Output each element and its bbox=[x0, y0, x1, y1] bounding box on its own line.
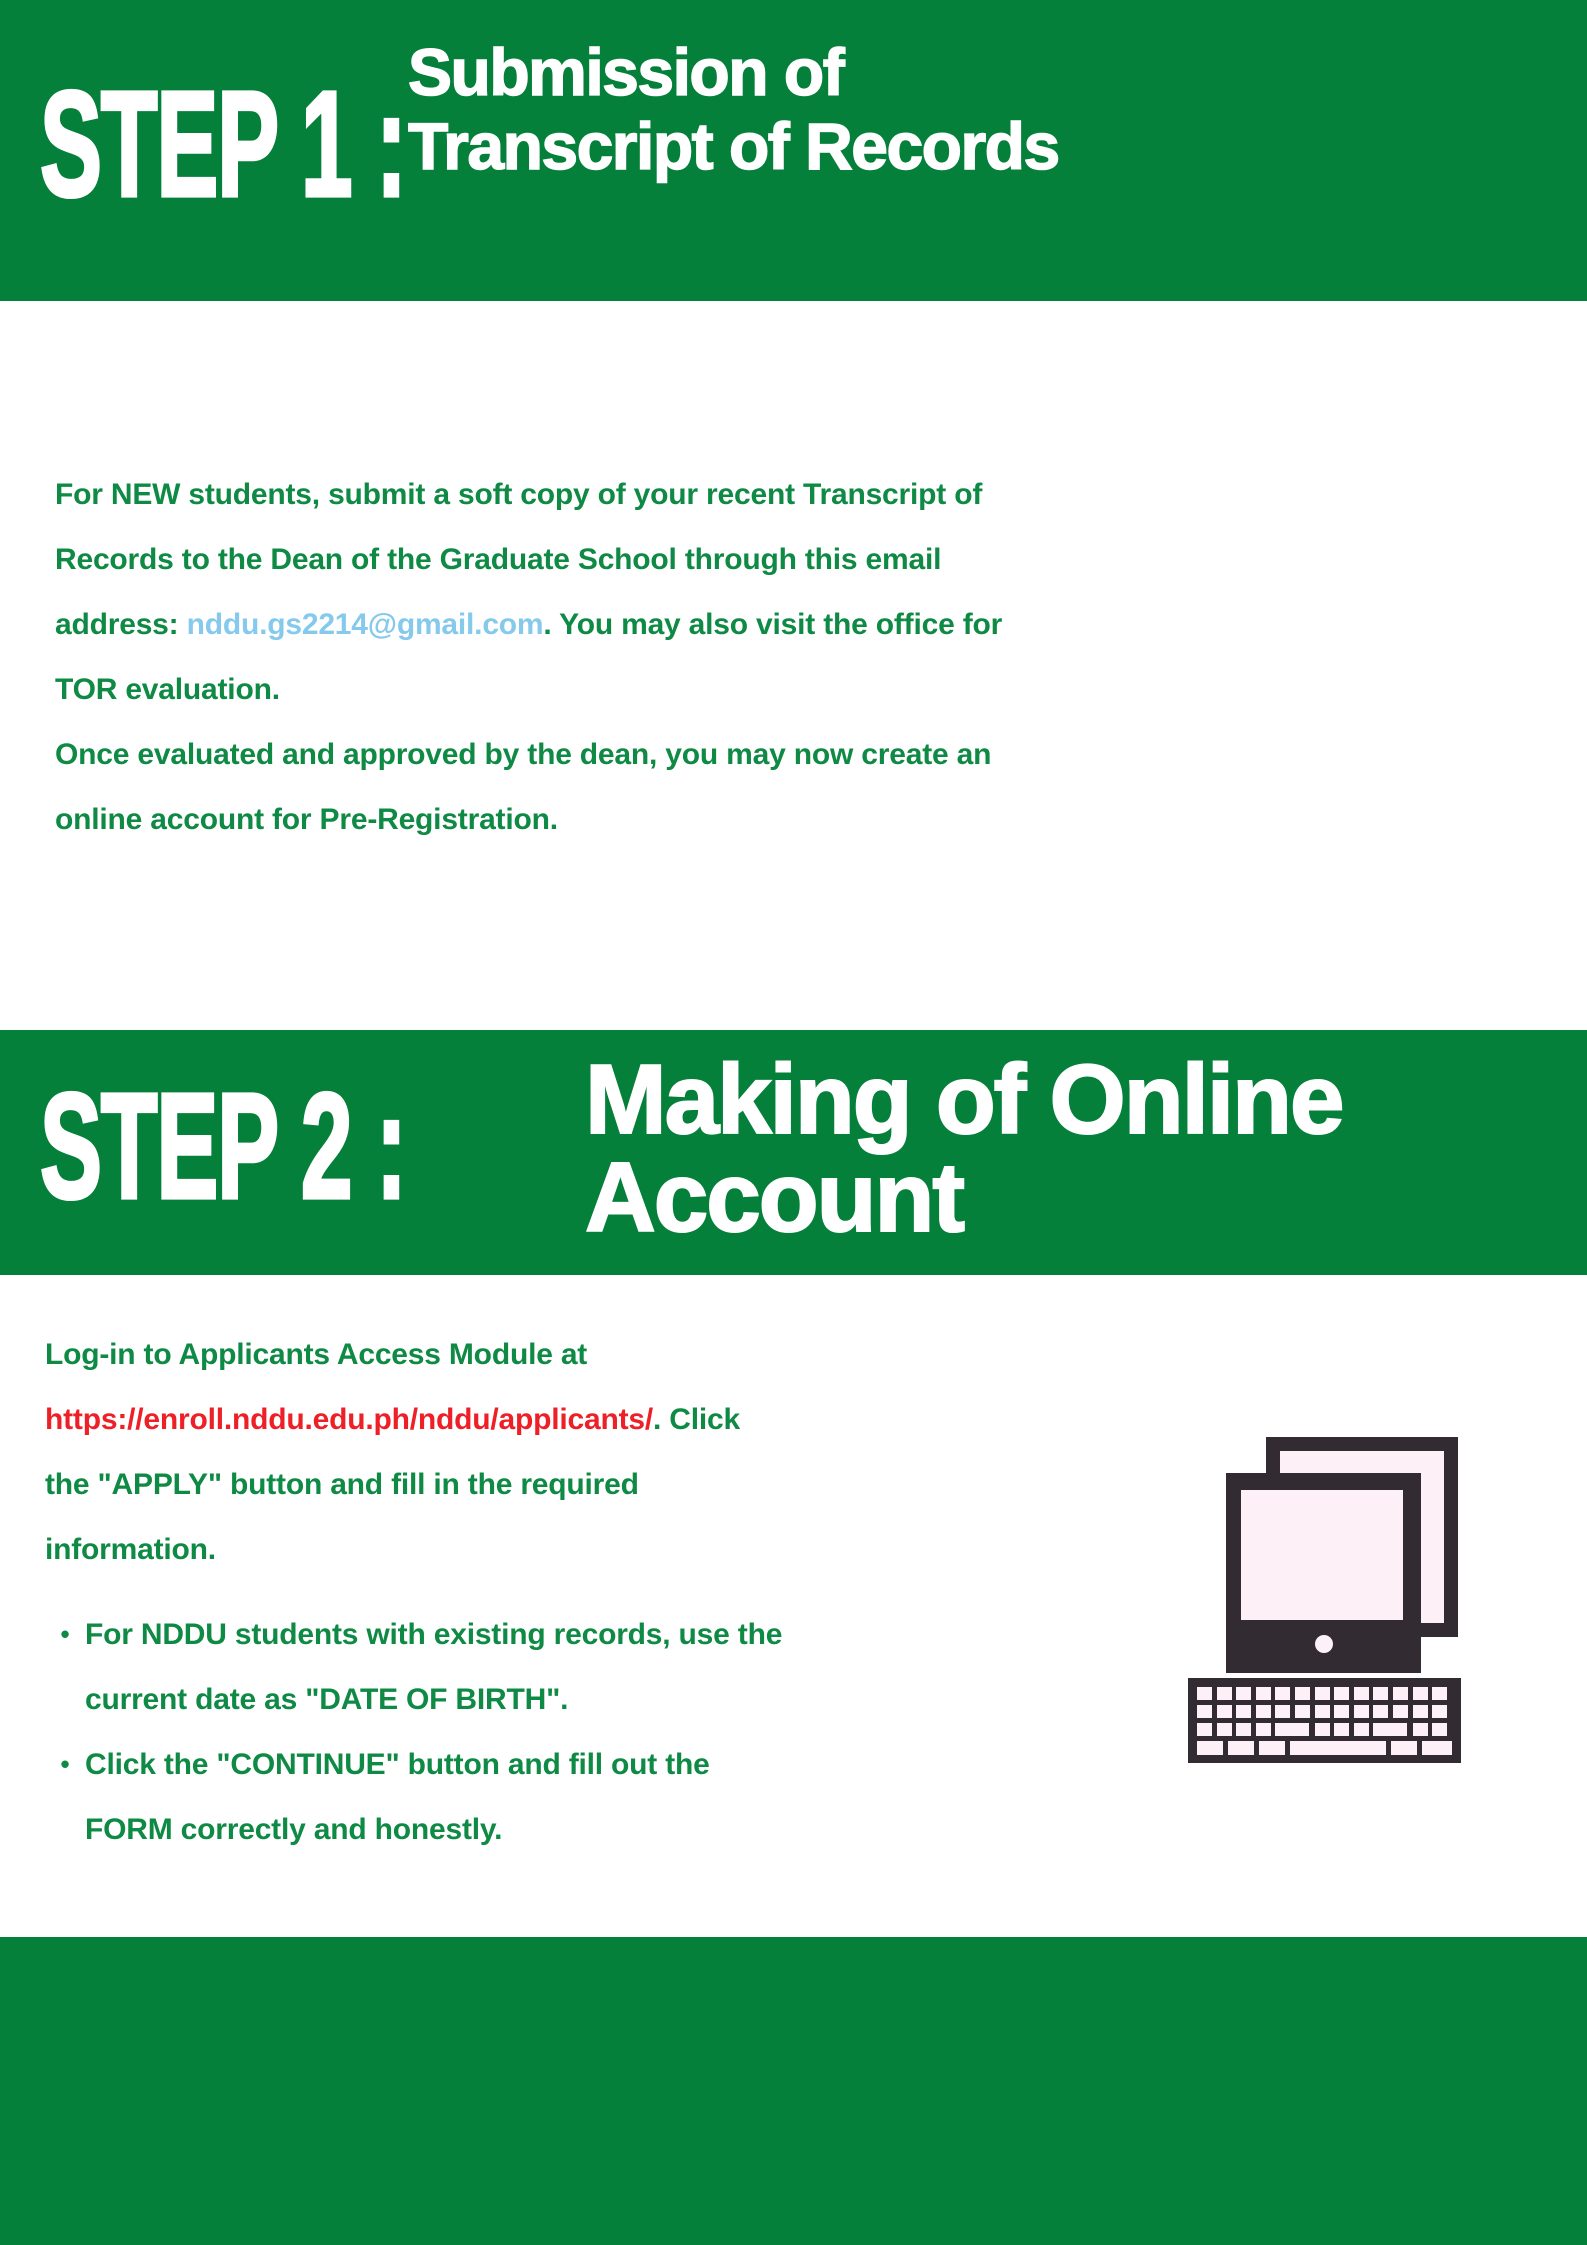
email-address: nddu.gs2214@gmail.com bbox=[186, 608, 544, 641]
step2-text-line: Log-in to Applicants Access Module at bbox=[45, 1338, 588, 1371]
computer-icon bbox=[1188, 1437, 1463, 1770]
bullet-text: For NDDU students with existing records, use the current date as "DATE OF BIRTH". bbox=[85, 1618, 783, 1716]
step1-text-line: online account for Pre-Registration. bbox=[55, 803, 558, 836]
step1-text-line: Once evaluated and approved by the dean, you may now create an bbox=[55, 738, 992, 771]
step2-text-line: information. bbox=[45, 1533, 216, 1566]
bullet-icon: • bbox=[60, 1619, 70, 1649]
step1-text-line: TOR evaluation. bbox=[55, 673, 280, 706]
bullet-text: Click the "CONTINUE" button and fill out the FORM correctly and honestly. bbox=[85, 1748, 710, 1846]
step2-text-line: https://enroll.nddu.edu.ph/nddu/applicants/. Click bbox=[45, 1403, 741, 1436]
step1-text-line: address: nddu.gs2214@gmail.com. You may also visit the office for bbox=[55, 608, 1003, 641]
bullet-icon: • bbox=[60, 1749, 70, 1779]
list-item bbox=[45, 1602, 782, 1732]
step1-text-line: Records to the Dean of the Graduate School through this email bbox=[55, 543, 942, 576]
step1-title bbox=[408, 36, 1059, 184]
step2-banner bbox=[0, 1030, 1587, 1275]
step1-instructions bbox=[55, 462, 1002, 852]
step2-text-line: the "APPLY" button and fill in the required bbox=[45, 1468, 639, 1501]
step1-title-line1: Submission of bbox=[408, 35, 844, 109]
step2-instructions bbox=[45, 1322, 782, 1862]
step2-bullet-list bbox=[45, 1602, 782, 1862]
step2-title-line1: Making of Online bbox=[585, 1044, 1343, 1154]
step1-label: STEP 1 : bbox=[40, 59, 406, 228]
list-item bbox=[45, 1732, 782, 1862]
step2-title bbox=[585, 1044, 1343, 1252]
footer-bar bbox=[0, 1937, 1587, 2245]
step1-title-line2: Transcript of Records bbox=[408, 108, 1059, 183]
step2-label: STEP 2 : bbox=[40, 1061, 406, 1230]
applicants-url: https://enroll.nddu.edu.ph/nddu/applicants/ bbox=[45, 1403, 654, 1436]
step1-banner bbox=[0, 0, 1587, 301]
step2-title-line2: Account bbox=[585, 1142, 963, 1252]
step1-text-line: For NEW students, submit a soft copy of your recent Transcript of bbox=[55, 478, 983, 511]
